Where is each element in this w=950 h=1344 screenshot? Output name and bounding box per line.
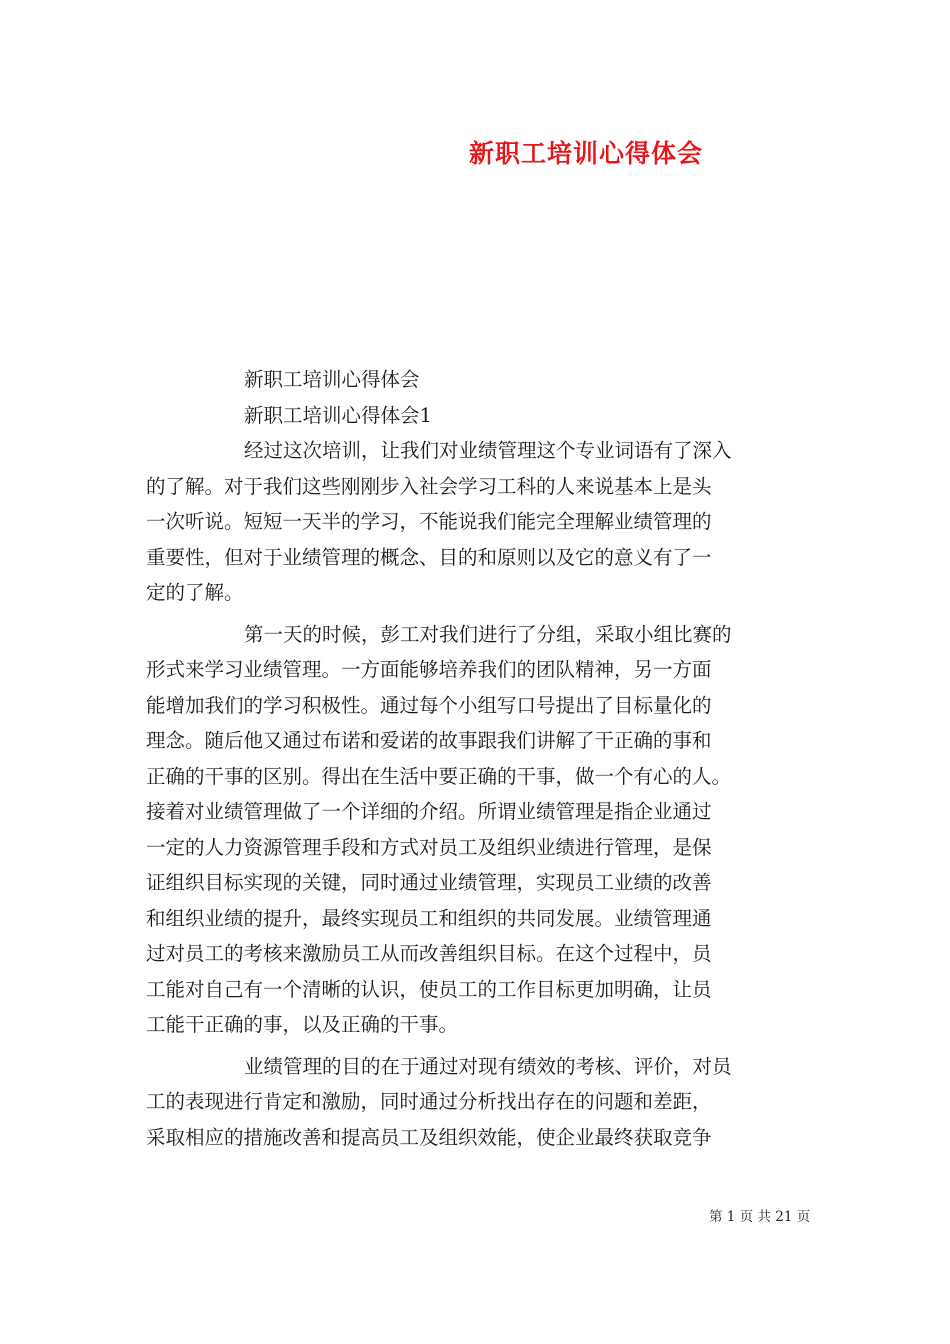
paragraph-line: 经过这次培训，让我们对业绩管理这个专业词语有了深入 — [244, 439, 732, 462]
paragraph-line: 和组织业绩的提升，最终实现员工和组织的共同发展。业绩管理通 — [146, 906, 712, 930]
paragraph-1 — [146, 433, 806, 611]
paragraph-line: 一次听说。短短一天半的学习，不能说我们能完全理解业绩管理的 — [146, 510, 712, 533]
page-indicator: 第 1 页 共 21 页 — [709, 1209, 811, 1225]
paragraph-line: 工的表现进行肯定和激励，同时通过分析找出存在的问题和差距， — [146, 1090, 712, 1113]
paragraph-line: 第一天的时候，彭工对我们进行了分组，采取小组比赛的 — [244, 622, 732, 646]
paragraph-line: 定的了解。 — [146, 581, 244, 604]
paragraph-line: 业绩管理的目的在于通过对现有绩效的考核、评价，对员 — [244, 1054, 732, 1078]
paragraph-line: 工能干正确的事，以及正确的干事。 — [146, 1013, 459, 1036]
paragraph-line: 正确的干事的区别。得出在生活中要正确的干事，做一个有心的人。 — [146, 764, 732, 788]
paragraph-line: 重要性，但对于业绩管理的概念、目的和原则以及它的意义有了一 — [146, 545, 712, 569]
paragraph-line: 接着对业绩管理做了一个详细的介绍。所谓业绩管理是指企业通过 — [146, 800, 712, 823]
subheading: 新职工培训心得体会1 — [244, 403, 432, 427]
document-title: 新职工培训心得体会 — [469, 139, 704, 168]
heading: 新职工培训心得体会 — [244, 368, 420, 391]
paragraph-line: 采取相应的措施改善和提高员工及组织效能，使企业最终获取竞争 — [146, 1125, 712, 1149]
paragraph-line: 工能对自己有一个清晰的认识，使员工的工作目标更加明确，让员 — [146, 977, 712, 1001]
paragraph-3 — [146, 1049, 806, 1156]
paragraph-line: 证组织目标实现的关键，同时通过业绩管理，实现员工业绩的改善 — [146, 871, 712, 894]
paragraph-line: 形式来学习业绩管理。一方面能够培养我们的团队精神，另一方面 — [146, 658, 712, 681]
paragraph-line: 的了解。对于我们这些刚刚步入社会学习工科的人来说基本上是头 — [146, 474, 712, 498]
paragraph-line: 过对员工的考核来激励员工从而改善组织目标。在这个过程中，员 — [146, 942, 712, 965]
paragraph-line: 能增加我们的学习积极性。通过每个小组写口号提出了目标量化的 — [146, 693, 712, 717]
document-body — [146, 362, 806, 1155]
paragraph-line: 理念。随后他又通过布诺和爱诺的故事跟我们讲解了干正确的事和 — [146, 729, 712, 752]
paragraph-2 — [146, 617, 806, 1043]
paragraph-line: 一定的人力资源管理手段和方式对员工及组织业绩进行管理，是保 — [146, 835, 712, 859]
